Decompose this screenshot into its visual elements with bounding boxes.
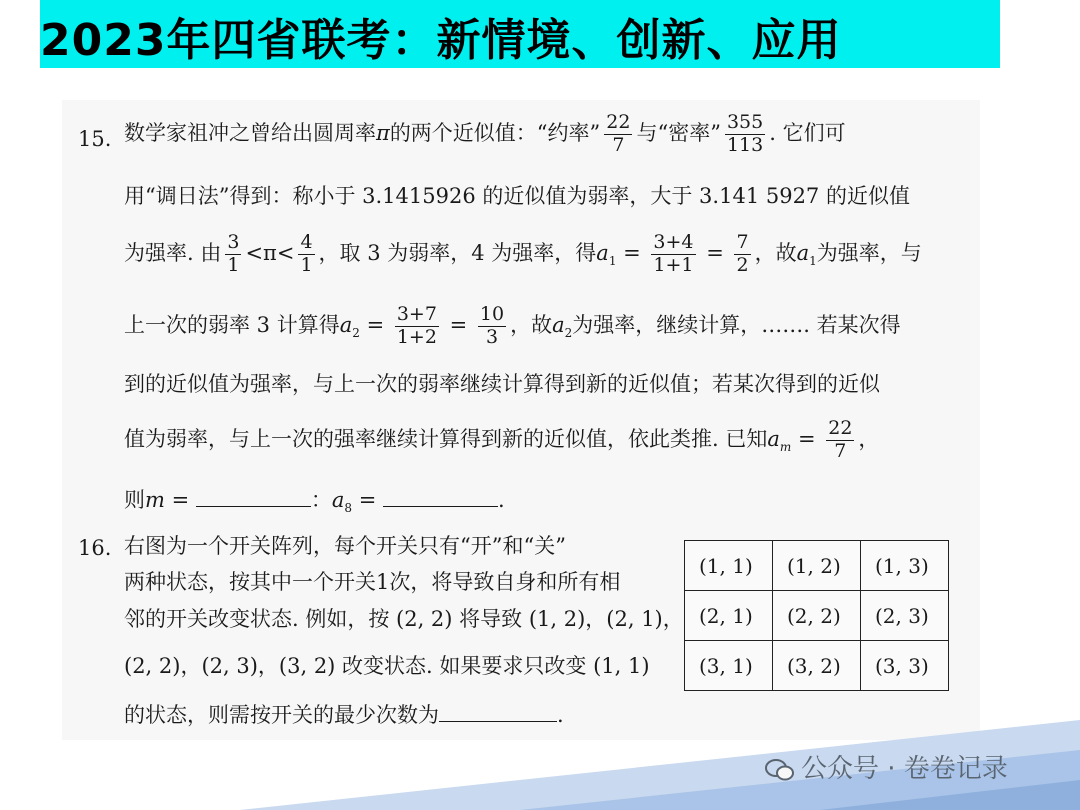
q15-text: . 它们可	[769, 120, 846, 145]
q15-line-7	[124, 488, 505, 514]
table-row	[685, 591, 949, 641]
fraction: $\frac{355}{113}$	[726, 111, 764, 156]
q15-line-5: 到的近似值为强率，与上一次的弱率继续计算得到新的近似值；若某次得到的近似	[124, 372, 880, 396]
q15-text: 上一次的弱率 3 计算得	[124, 312, 340, 337]
fraction: $\frac{3+4}{1+1}$	[653, 231, 694, 276]
q16-text: .	[557, 703, 564, 727]
q15-line-3	[124, 232, 922, 277]
fraction: $\frac{4}{1}$	[300, 231, 313, 276]
switch-array-table	[684, 540, 949, 691]
q15-text: =	[352, 488, 383, 512]
q15-text: ，取 3 为弱率，4 为强率，得	[318, 240, 597, 265]
subscript: 8	[344, 501, 353, 516]
q15-text: 为强率，与	[816, 240, 922, 265]
q16-number: 16.	[78, 536, 112, 560]
answer-blank-m[interactable]	[196, 488, 311, 507]
q15-text: =	[442, 312, 474, 337]
switch-cell: (2, 3)	[861, 591, 949, 641]
watermark-text: 公众号 · 卷卷记录	[801, 754, 1008, 784]
q15-text: ，故	[754, 240, 797, 265]
switch-cell: (2, 2)	[773, 591, 861, 641]
q15-text: 为强率. 由	[124, 240, 222, 265]
subscript: 1	[809, 254, 817, 269]
q15-text: 的两个近似值：“约率”	[389, 120, 601, 145]
switch-cell: (3, 1)	[685, 641, 773, 691]
q15-line-1	[124, 112, 846, 157]
var-a: a	[596, 240, 609, 265]
fraction: $\frac{10}{3}$	[479, 303, 505, 348]
q15-number: 15.	[78, 127, 112, 151]
table-row	[685, 541, 949, 591]
q16-line-4: (2, 2)，(2, 3)，(3, 2) 改变状态. 如果要求只改变 (1, 1)	[124, 654, 650, 678]
switch-cell: (1, 2)	[773, 541, 861, 591]
q15-text: ，	[858, 426, 880, 451]
switch-cell: (1, 3)	[861, 541, 949, 591]
var-m: m	[145, 488, 165, 512]
q15-text: ：	[310, 488, 332, 512]
q15-line-2: 用“调日法”得到：称小于 3.1415926 的近似值为弱率，大于 3.141 5927 的近似值	[124, 184, 910, 208]
pi-symbol: π	[376, 120, 390, 145]
switch-cell: (3, 2)	[773, 641, 861, 691]
var-a: a	[339, 312, 353, 337]
switch-cell: (2, 1)	[685, 591, 773, 641]
var-a: a	[767, 426, 780, 451]
q15-text: 数学家祖冲之曾给出圆周率	[124, 120, 376, 145]
q15-text: 则	[124, 488, 145, 512]
q15-text: =	[791, 426, 823, 451]
q15-text: 为强率，继续计算，……. 若某次得	[572, 312, 901, 337]
q15-line-4	[124, 304, 901, 349]
q15-text: =	[359, 312, 391, 337]
var-a: a	[331, 488, 345, 512]
q15-text: =	[164, 488, 196, 512]
page-title: 2023年四省联考：新情境、创新、应用	[40, 15, 842, 66]
fraction: $\frac{22}{7}$	[828, 417, 853, 462]
fraction: $\frac{22}{7}$	[606, 111, 631, 156]
q15-text: <π<	[245, 240, 295, 265]
q15-text: 值为弱率，与上一次的强率继续计算得到新的近似值，依此类推. 已知	[124, 426, 768, 451]
q15-text: .	[498, 488, 505, 512]
fraction: $\frac{3+7}{1+2}$	[396, 303, 437, 348]
switch-cell: (3, 3)	[861, 641, 949, 691]
var-a: a	[796, 240, 810, 265]
q16-line-3: 邻的开关改变状态. 例如，按 (2, 2) 将导致 (1, 2)，(2, 1)，	[124, 607, 684, 631]
watermark	[765, 748, 1008, 785]
q15-line-6	[124, 418, 879, 463]
q16-line-2: 两种状态，按其中一个开关1次，将导致自身和所有相	[124, 570, 621, 594]
q15-text: ，故	[510, 312, 553, 337]
q15-text: =	[699, 240, 731, 265]
answer-blank-a8[interactable]	[383, 488, 498, 507]
subscript: 2	[564, 326, 573, 341]
fraction: $\frac{3}{1}$	[227, 231, 240, 276]
switch-cell: (1, 1)	[685, 541, 773, 591]
q16-text: 的状态，则需按开关的最少次数为	[124, 703, 439, 727]
wechat-icon	[765, 759, 795, 781]
subscript: m	[779, 440, 792, 455]
var-a: a	[552, 312, 565, 337]
q15-text: =	[616, 240, 648, 265]
q15-text: 与“密率”	[636, 120, 721, 145]
q16-line-1: 右图为一个开关阵列，每个开关只有“开”和“关”	[124, 534, 566, 558]
subscript: 2	[352, 326, 360, 341]
subscript: 1	[608, 254, 617, 269]
fraction: $\frac{7}{2}$	[736, 231, 749, 276]
table-row	[685, 641, 949, 691]
